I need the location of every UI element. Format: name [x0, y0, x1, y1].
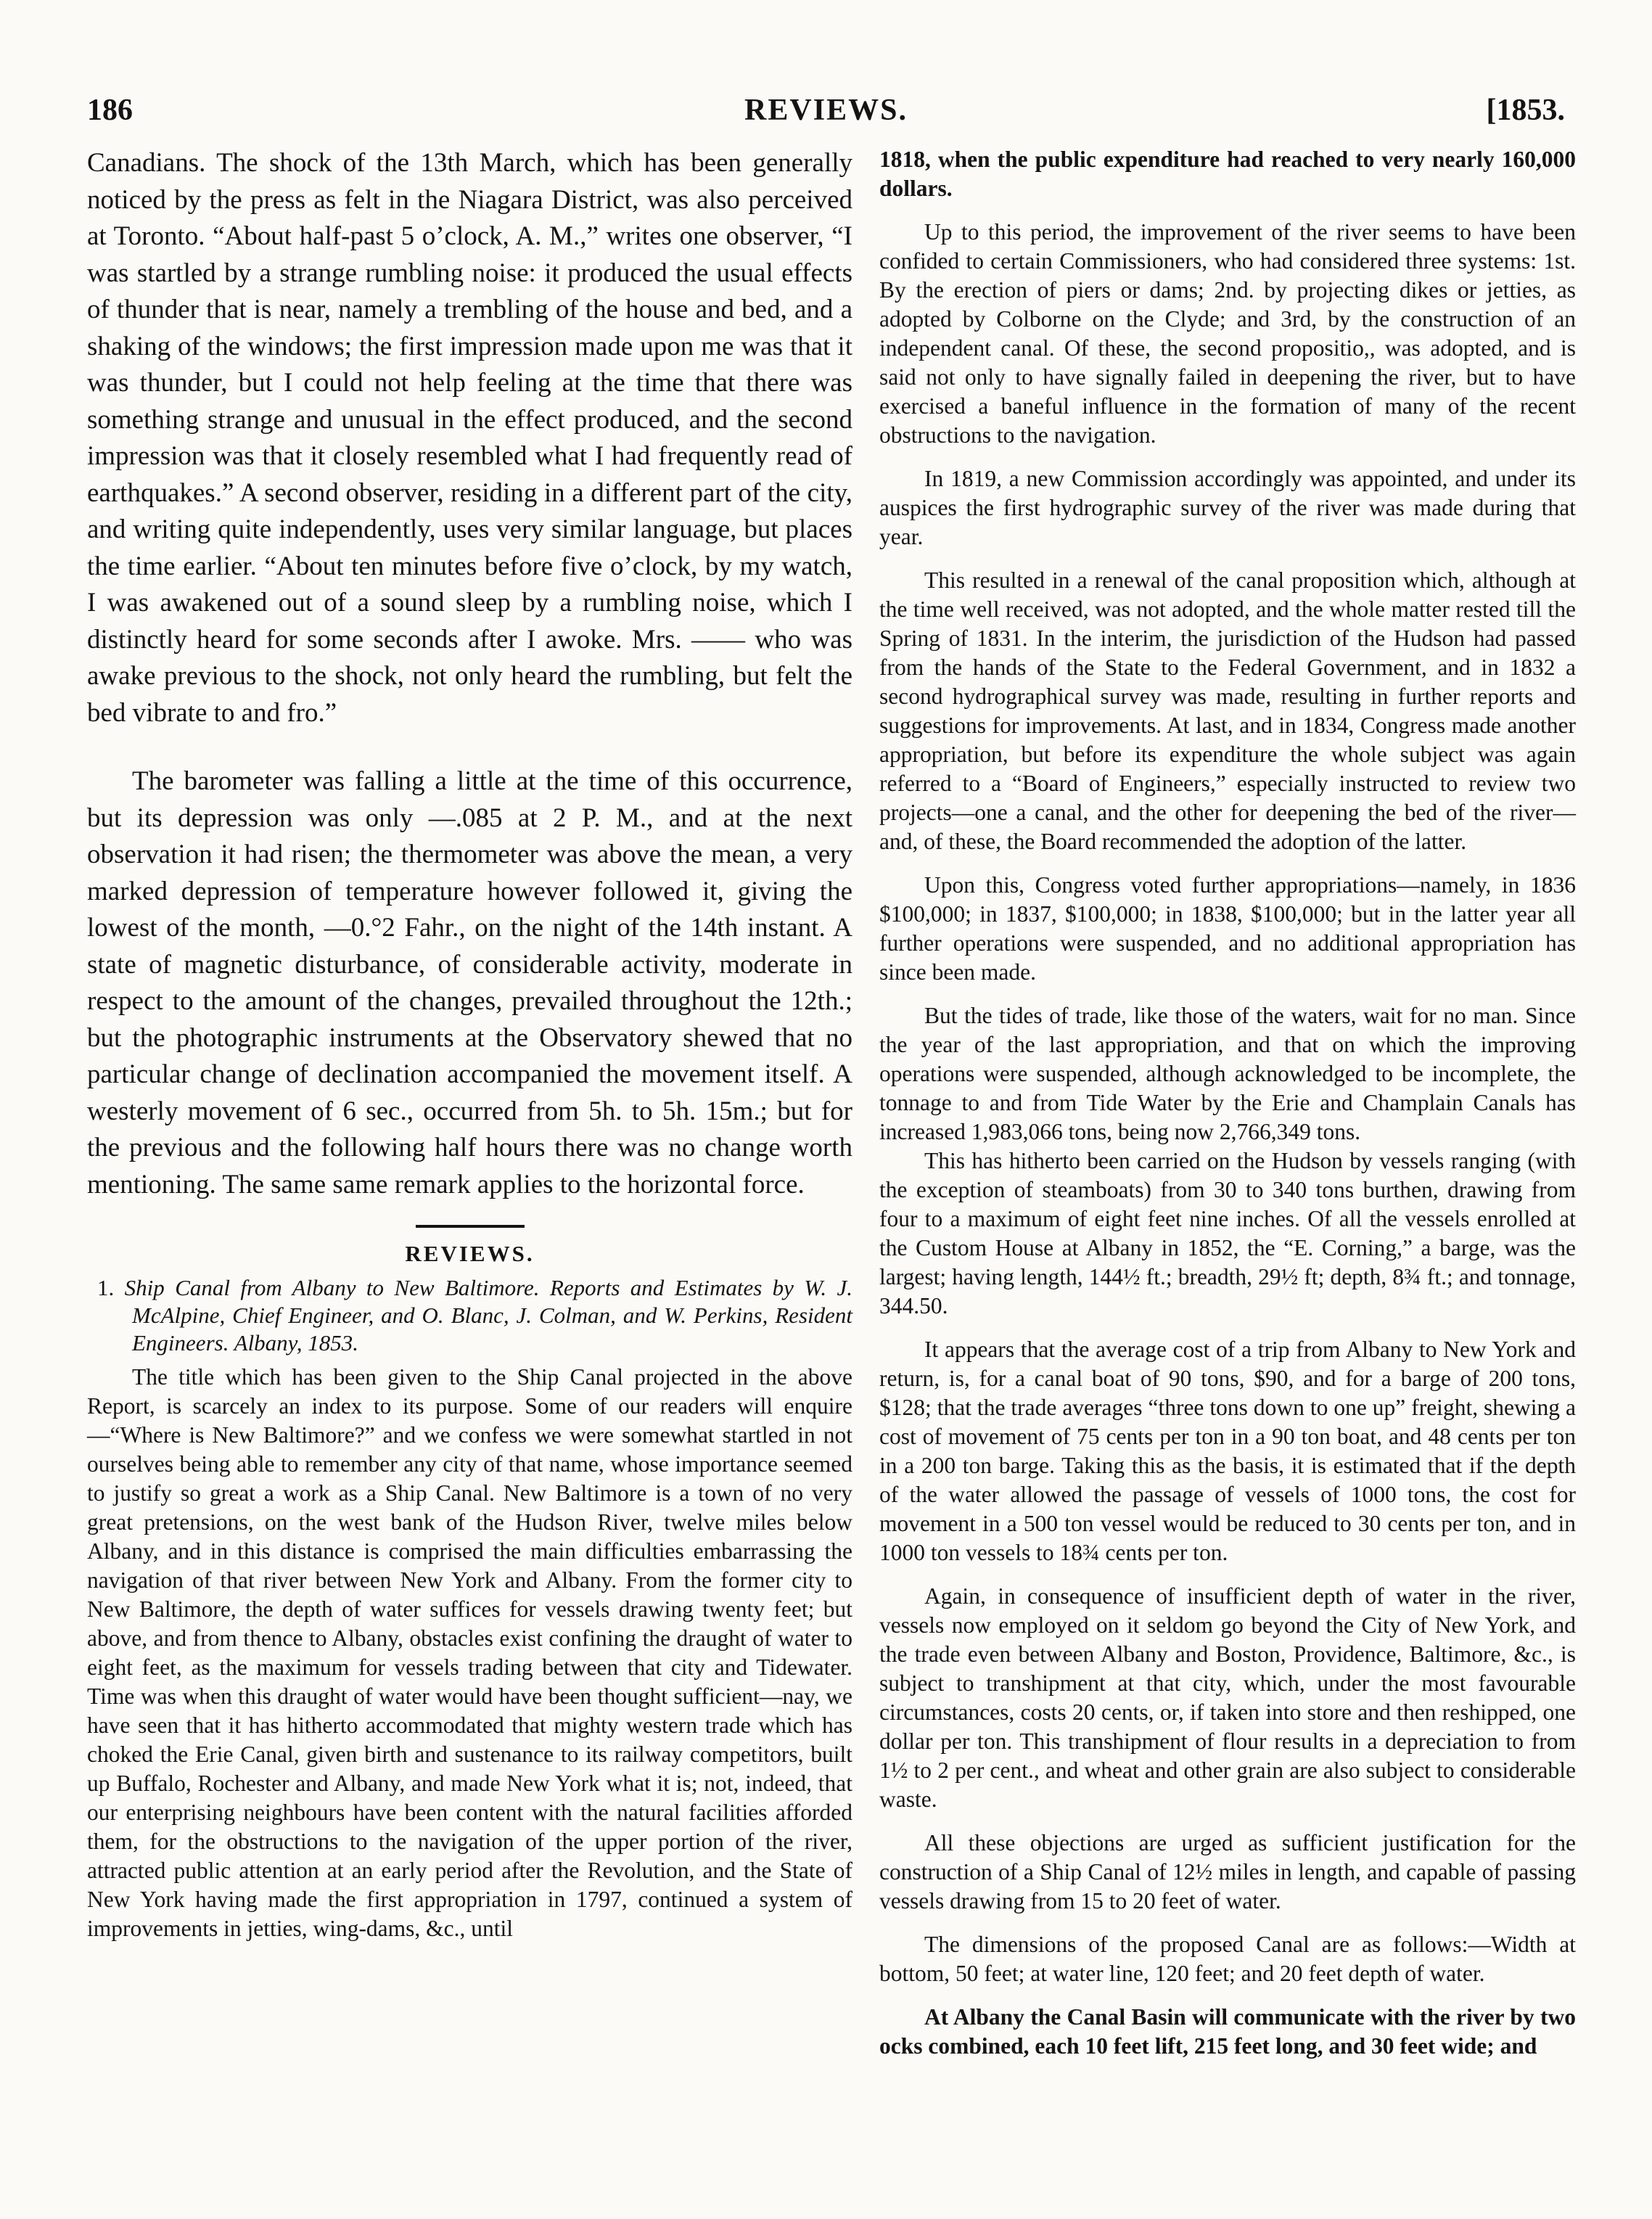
paragraph: The dimensions of the proposed Canal are as follows:—Width at bottom, 50 feet; at water line, 120 feet; and 20 feet depth of water.: [879, 1932, 1576, 1986]
paragraph: Again, in consequence of insufficient depth of water in the river, vessels now employed on it seldom go beyond the City of New York, and the trade even between Albany and Boston, Providence, Baltimore, &c., is subject to transhipment at that city, which, under the most favourable circumstances, costs 20 cents, or, if taken into store and then reshipped, one dollar per ton. This transhipment of flour results in a depreciation to from 1½ to 2 per cent., and wheat and other grain are also subject to considerable waste.: [879, 1583, 1576, 1812]
review-citation: [87, 1274, 852, 1357]
page-header: [87, 93, 1565, 136]
citation-text: Ship Canal from Albany to New Baltimore. Reports and Estimates by W. J. McAlpine, Chief Engineer, and O. Blanc, J. Colman, and W. Perkins, Resident Engineers. Albany, 1853.: [124, 1275, 853, 1355]
paragraph: At Albany the Canal Basin will communicate with the river by two ocks combined, each 10 feet lift, 215 feet long, and 30 feet wide; and: [879, 2004, 1576, 2059]
paragraph: The title which has been given to the Ship Canal projected in the above Report, is scarcely an index to its purpose. Some of our readers will enquire—“Where is New Baltimore?” and we confess we were somewhat startled in not ourselves being able to remember any city of that name, whose importance seemed to justify so great a work as a Ship Canal. New Baltimore is a town of no very great pretensions, on the west bank of the Hudson River, twelve miles below Albany, and in this distance is comprised the main difficulties embarrassing the navigation of that river between New York and Albany. From the former city to New Baltimore, the depth of water suffices for vessels drawing twenty feet; but above, and from thence to Albany, obstacles exist confining the draught of water to eight feet, as the maximum for vessels trading between that city and Tidewater. Time was when this draught of water would have been thought sufficient—nay, we have seen that it has hitherto accommodated that mighty western trade which has choked the Erie Canal, given birth and sustenance to its railway competitors, built up Buffalo, Rochester and Albany, and made New York what it is; not, indeed, that our enterprising neighbours have been content with the natural facilities afforded them, for the obstructions to the navigation of the upper portion of the river, attracted public attention at an early period after the Revolution, and the State of New York having made the first appropriation in 1797, continued a system of improvements in jetties, wing-dams, &c., until: [87, 1364, 852, 1941]
citation-number: 1.: [97, 1275, 115, 1300]
right-column: [879, 145, 1576, 2061]
paragraph: The barometer was falling a little at the time of this occurrence, but its depression was only —.085 at 2 P. M., and at the next observation it had risen; the thermometer was above the mean, a very marked depression of temperature however followed it, giving the lowest of the month, —0.°2 Fahr., on the night of the 14th instant. A state of magnetic disturbance, of considerable activity, moderate in respect to the amount of the changes, prevailed throughout the 12th.; but the photographic instruments at the Observatory shewed that no particular change of declination accompanied the movement itself. A westerly movement of 6 sec., occurred from 5h. to 5h. 15m.; but for the previous and the following half hours there was no change worth mentioning. The same same remark applies to the horizontal force.: [87, 766, 852, 1199]
paragraph: It appears that the average cost of a trip from Albany to New York and return, is, for a canal boat of 90 tons, $90, and for a barge of 200 tons, $128; that the trade averages “three tons down to one up” freight, shewing a cost of movement of 75 cents per ton in a 90 ton boat, and 48 cents per ton in a 200 ton barge. Taking this as the basis, it is estimated that if the depth of the water allowed the passage of vessels of 1000 tons, the cost for movement in a 500 ton vessel would be reduced to 30 cents per ton, and in 1000 ton vessels to 18¾ cents per ton.: [879, 1337, 1576, 1565]
running-year: [1853.: [1486, 94, 1565, 127]
paragraph: Canadians. The shock of the 13th March, which has been generally noticed by the press as felt in the Niagara District, was also perceived at Toronto. “About half-past 5 o’clock, A. M.,” writes one observer, “I was startled by a strange rumbling noise: it produced the usual effects of thunder that is near, namely a trembling of the house and bed, and a shaking of the windows; the first impression made upon me was that it was thunder, but I could not help feeling at the time that there was something strange and unusual in the effect produced, and the second impression was that it closely resembled what I had frequently read of earthquakes.” A second observer, residing in a different part of the city, and writing quite independently, uses very similar language, but places the time earlier. “About ten minutes before five o’clock, by my watch, I was awakened out of a sound sleep by a rumbling noise, which I distinctly heard for some seconds after I awoke. Mrs. —— who was awake previous to the shock, not only heard the rumbling, but felt the bed vibrate to and fro.”: [87, 148, 852, 728]
paragraph: This resulted in a renewal of the canal proposition which, although at the time well received, was not adopted, and the whole matter rested till the Spring of 1831. In the interim, the jurisdiction of the Hudson had passed from the hands of the State to the Federal Government, and in 1832 a second hydrographical survey was made, resulting in further reports and suggestions for improvements. At last, and in 1834, Congress made another appropriation, but before its expenditure the whole subject was again referred to a “Board of Engineers,” especially instructed to review two projects—one a canal, and the other for deepening the bed of the river—and, of these, the Board recommended the adoption of the latter.: [879, 567, 1576, 854]
page-number: 186: [87, 94, 133, 127]
paragraph: This has hitherto been carried on the Hudson by vessels ranging (with the exception of steamboats) from 30 to 340 tons burthen, drawing from four to a maximum of eight feet nine inches. Of all the vessels enrolled at the Custom House at Albany in 1852, the “E. Corning,” a barge, was the largest; having length, 144½ ft.; breadth, 29½ ft; depth, 8¾ ft.; and tonnage, 344.50.: [879, 1148, 1576, 1318]
paragraph: 1818, when the public expenditure had reached to very nearly 160,000 dollars.: [879, 147, 1576, 201]
paragraph: Upon this, Congress voted further appropriations—namely, in 1836 $100,000; in 1837, $100,000; in 1838, $100,000; but in the latter year all further operations were suspended, and no additional appropriation has since been made.: [879, 872, 1576, 985]
section-heading: REVIEWS.: [405, 1241, 535, 1266]
paragraph: All these objections are urged as sufficient justification for the construction of a Ship Canal of 12½ miles in length, and capable of passing vessels drawing from 15 to 20 feet of water.: [879, 1830, 1576, 1914]
running-title: REVIEWS.: [744, 94, 908, 127]
section-divider: [416, 1225, 525, 1228]
paragraph: But the tides of trade, like those of the waters, wait for no man. Since the year of the last appropriation, and that on which the improving operations were suspended, although acknowledged to be incomplete, the tonnage to and from Tide Water by the Erie and Champlain Canals has increased 1,983,066 tons, being now 2,766,349 tons.: [879, 1003, 1576, 1144]
paragraph: In 1819, a new Commission accordingly was appointed, and under its auspices the first hydrographic survey of the river was made during that year.: [879, 466, 1576, 549]
paragraph: Up to this period, the improvement of the river seems to have been confided to certain Commissioners, who had considered three systems: 1st. By the erection of piers or dams; 2nd. by projecting dikes or jetties, as adopted by Colborne on the Clyde; and 3rd, by the construction of an independent canal. Of these, the second propositio,, was adopted, and is said not only to have signally failed in deepening the river, but to have exercised a baneful influence in the formation of many of the recent obstructions to the navigation.: [879, 219, 1576, 448]
left-column: [87, 145, 852, 1943]
